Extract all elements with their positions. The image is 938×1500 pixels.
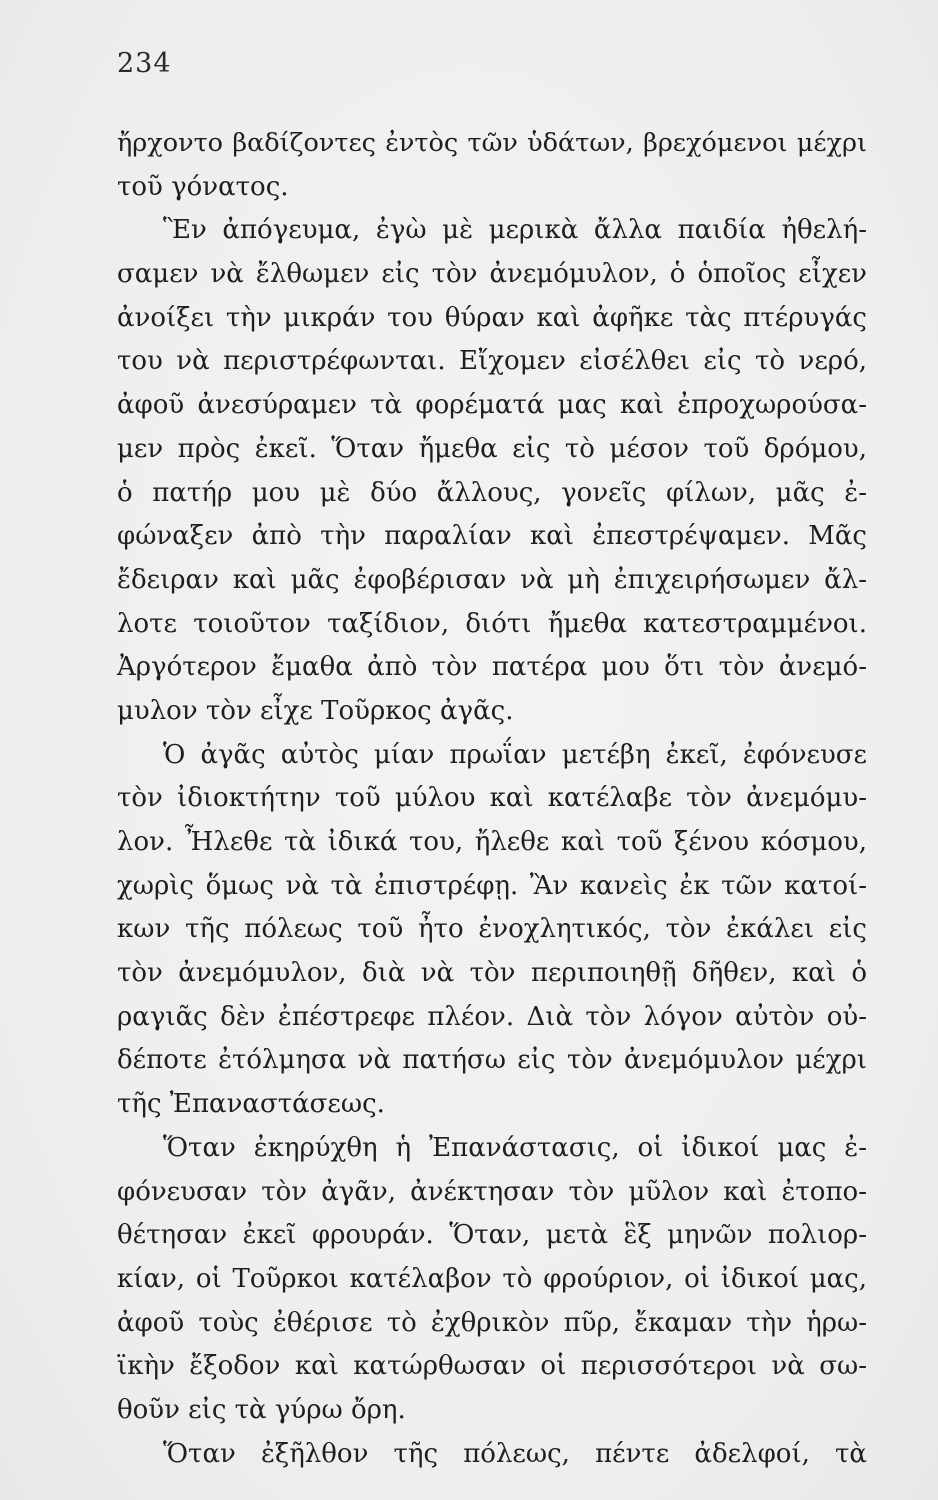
text-line: φώναξεν ἀπὸ τὴν παραλίαν καὶ ἐπεστρέψαμεν. Μᾶς: [117, 521, 867, 552]
text-line: χωρὶς ὅμως νὰ τὰ ἐπιστρέφῃ. Ἂν κανεὶς ἐκ τῶν κατοί-: [117, 870, 867, 901]
text-line: Ἀργότερον ἔμαθα ἀπὸ τὸν πατέρα μου ὅτι τὸν ἀνεμό-: [117, 652, 867, 683]
text-line: δέποτε ἐτόλμησα νὰ πατήσω εἰς τὸν ἀνεμόμυλον μέχρι: [117, 1045, 867, 1076]
text-line: τοῦ γόνατος.: [117, 171, 289, 202]
text-line: μεν πρὸς ἐκεῖ. Ὅταν ἤμεθα εἰς τὸ μέσον τοῦ δρόμου,: [117, 433, 867, 464]
text-line: Ὅταν ἐκηρύχθη ἡ Ἐπανάστασις, οἱ ἰδικοί μας ἐ-: [163, 1132, 867, 1163]
text-line: Ὅταν ἐξῆλθον τῆς πόλεως, πέντε ἀδελφοί, τὰ: [163, 1438, 867, 1469]
page-number: 234: [117, 48, 172, 79]
text-line: φόνευσαν τὸν ἀγᾶν, ἀνέκτησαν τὸν μῦλον καὶ ἐτοπο-: [117, 1176, 867, 1207]
text-line: θέτησαν ἐκεῖ φρουράν. Ὅταν, μετὰ ἓξ μηνῶν πολιορ-: [117, 1220, 867, 1251]
text-line: ἀφοῦ ἀνεσύραμεν τὰ φορέματά μας καὶ ἐπροχωρούσα-: [117, 390, 867, 421]
text-line: θοῦν εἰς τὰ γύρω ὄρη.: [117, 1394, 406, 1425]
text-line: ἀφοῦ τοὺς ἐθέρισε τὸ ἐχθρικὸν πῦρ, ἔκαμαν τὴν ἡρω-: [117, 1307, 867, 1338]
text-line: ἀνοίξει τὴν μικράν του θύραν καὶ ἀφῆκε τὰς πτέρυγάς: [117, 302, 867, 333]
text-line: κων τῆς πόλεως τοῦ ἦτο ἐνοχλητικός, τὸν ἐκάλει εἰς: [117, 914, 867, 945]
text-line: τῆς Ἐπαναστάσεως.: [117, 1089, 385, 1120]
text-line: λον. Ἦλεθε τὰ ἰδικά του, ἤλεθε καὶ τοῦ ξένου κόσμου,: [117, 827, 867, 857]
text-line: ἤρχοντο βαδίζοντες ἐντὸς τῶν ὑδάτων, βρεχόμενοι μέχρι: [117, 128, 867, 158]
text-line: τὸν ἀνεμόμυλον, διὰ νὰ τὸν περιποιηθῇ δῆθεν, καὶ ὁ: [117, 958, 867, 989]
body-text: [117, 122, 867, 1476]
text-line: ραγιᾶς δὲν ἐπέστρεφε πλέον. Διὰ τὸν λόγον αὐτὸν οὐ-: [117, 1001, 867, 1032]
text-line: Ἓν ἀπόγευμα, ἐγὼ μὲ μερικὰ ἄλλα παιδία ἠθελή-: [163, 215, 867, 246]
text-line: ἔδειραν καὶ μᾶς ἐφοβέρισαν νὰ μὴ ἐπιχειρήσωμεν ἄλ-: [117, 564, 867, 595]
text-line: Ὁ ἀγᾶς αὐτὸς μίαν πρωΐαν μετέβη ἐκεῖ, ἐφόνευσε: [163, 739, 867, 770]
text-line: τὸν ἰδιοκτήτην τοῦ μύλου καὶ κατέλαβε τὸν ἀνεμόμυ-: [117, 783, 867, 814]
text-line: ϊκὴν ἔξοδον καὶ κατώρθωσαν οἱ περισσότεροι νὰ σω-: [117, 1351, 867, 1382]
text-line: ὁ πατήρ μου μὲ δύο ἄλλους, γονεῖς φίλων, μᾶς ἐ-: [117, 477, 867, 508]
text-line: του νὰ περιστρέφωνται. Εἴχομεν εἰσέλθει εἰς τὸ νερό,: [117, 346, 867, 377]
text-line: μυλον τὸν εἶχε Τοῦρκος ἀγᾶς.: [117, 695, 514, 726]
text-line: λοτε τοιοῦτον ταξίδιον, διότι ἤμεθα κατεστραμμένοι.: [117, 608, 867, 639]
text-line: σαμεν νὰ ἔλθωμεν εἰς τὸν ἀνεμόμυλον, ὁ ὁποῖος εἶχεν: [117, 259, 867, 290]
text-line: κίαν, οἱ Τοῦρκοι κατέλαβον τὸ φρούριον, οἱ ἰδικοί μας,: [117, 1263, 867, 1294]
